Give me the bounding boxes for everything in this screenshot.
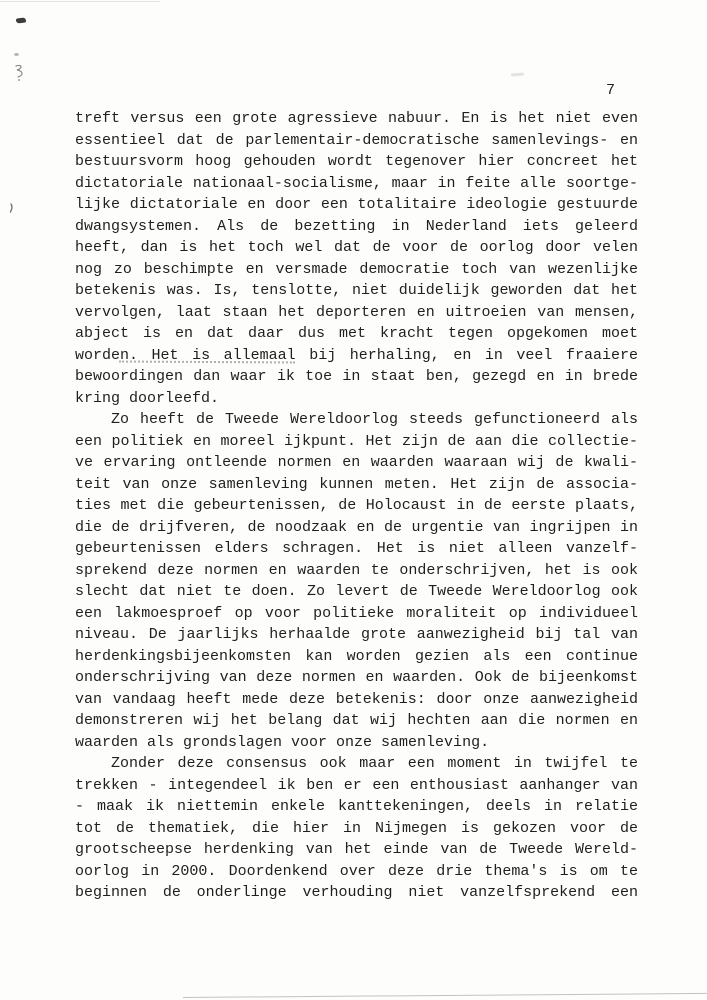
text-line: ve ervaring ontleende normen en waarden waaraan wij de kwali-	[75, 454, 638, 471]
document-body	[75, 108, 638, 904]
margin-ink-speck	[14, 53, 19, 56]
dotted-strike-artifact	[119, 357, 295, 364]
text-line: waarden als grondslagen voor onze samenleving.	[75, 733, 490, 751]
scan-edge-line-top	[0, 1, 160, 2]
text-line: tot de thematiek, die hier in Nijmegen is gekozen voor de	[75, 819, 638, 837]
page-number: 7	[606, 82, 616, 99]
text-line: sprekend deze normen en waarden te onderschrijven, het is ook	[75, 561, 638, 579]
text-line: dictatoriale nationaal-socialisme, maar in feite alle soortge-	[75, 174, 638, 192]
text-line: beginnen de onderlinge verhouding niet vanzelfsprekend een	[75, 884, 638, 901]
text-line: grootscheepse herdenking van het einde van de Tweede Wereld-	[75, 841, 638, 858]
text-line: essentieel dat de parlementair-democratische samenlevings- en	[75, 131, 638, 149]
text-line: abject is en dat daar dus met kracht tegen opgekomen moet	[75, 325, 638, 342]
text-line: bewoordingen dan waar ik toe in staat ben, gezegd en in brede	[75, 368, 638, 385]
text-line: teit van onze samenleving kunnen meten. Het zijn de associa-	[75, 475, 638, 493]
text-line: slecht dat niet te doen. Zo levert de Tweede Wereldoorlog ook	[75, 583, 638, 600]
margin-ink-squiggle	[13, 64, 25, 82]
text-line: die de drijfveren, de noodzaak en de urgentie van ingrijpen in	[75, 518, 638, 536]
text-line: ties met die gebeurtenissen, de Holocaust in de eerste plaats,	[75, 497, 638, 514]
text-line: nog zo beschimpte en versmade democratie toch van wezenlijke	[75, 260, 638, 278]
text-line: gebeurtenissen elders schragen. Het is niet alleen vanzelf-	[75, 540, 638, 557]
text-line: Zo heeft de Tweede Wereldoorlog steeds gefunctioneerd als	[111, 411, 638, 428]
text-line: betekenis was. Is, tenslotte, niet duidelijk geworden dat het	[75, 282, 638, 299]
text-line: van vandaag heeft mede deze betekenis: door onze aanwezigheid	[75, 690, 638, 708]
text-line: dwangsystemen. Als de bezetting in Nederland iets geleerd	[75, 217, 638, 235]
text-line: demonstreren wij het belang dat wij hechten aan die normen en	[75, 712, 638, 729]
text-line: onderschrijving van deze normen en waarden. Ook de bijeenkomst	[75, 669, 638, 686]
text-line: trekken - integendeel ik ben er een enthousiast aanhanger van	[75, 776, 638, 794]
text-line: niveau. De jaarlijks herhaalde grote aanwezigheid bij tal van	[75, 626, 638, 643]
paper-smudge	[511, 73, 524, 77]
text-line: worden. Het is allemaal bij herhaling, en in veel fraaiere	[75, 346, 638, 364]
text-line: lijke dictatoriale en door een totalitaire ideologie gestuurde	[75, 196, 638, 213]
text-line: herdenkingsbijeenkomsten kan worden gezien als een continue	[75, 647, 638, 665]
text-line: kring doorleefd.	[75, 389, 220, 407]
text-line: een politiek en moreel ijkpunt. Het zijn de aan die collectie-	[75, 432, 638, 450]
margin-ink-dash	[16, 17, 26, 23]
scan-edge-line-bottom	[183, 993, 707, 998]
text-line: - maak ik niettemin enkele kanttekeningen, deels in relatie	[75, 798, 638, 815]
text-line: Zonder deze consensus ook maar een moment in twijfel te	[111, 755, 638, 772]
text-line: vervolgen, laat staan het deporteren en uitroeien van mensen,	[75, 303, 638, 321]
text-line: bestuursvorm hoog gehouden wordt tegenover hier concreet het	[75, 153, 638, 170]
margin-ink-tick	[8, 203, 15, 213]
text-line: heeft, dan is het toch wel dat de voor de oorlog door velen	[75, 239, 638, 256]
text-line: treft versus een grote agressieve nabuur. En is het niet even	[75, 110, 638, 127]
text-line: een lakmoesproef op voor politieke moraliteit op individueel	[75, 604, 638, 622]
text-line: oorlog in 2000. Doordenkend over deze drie thema's is om te	[75, 862, 638, 880]
